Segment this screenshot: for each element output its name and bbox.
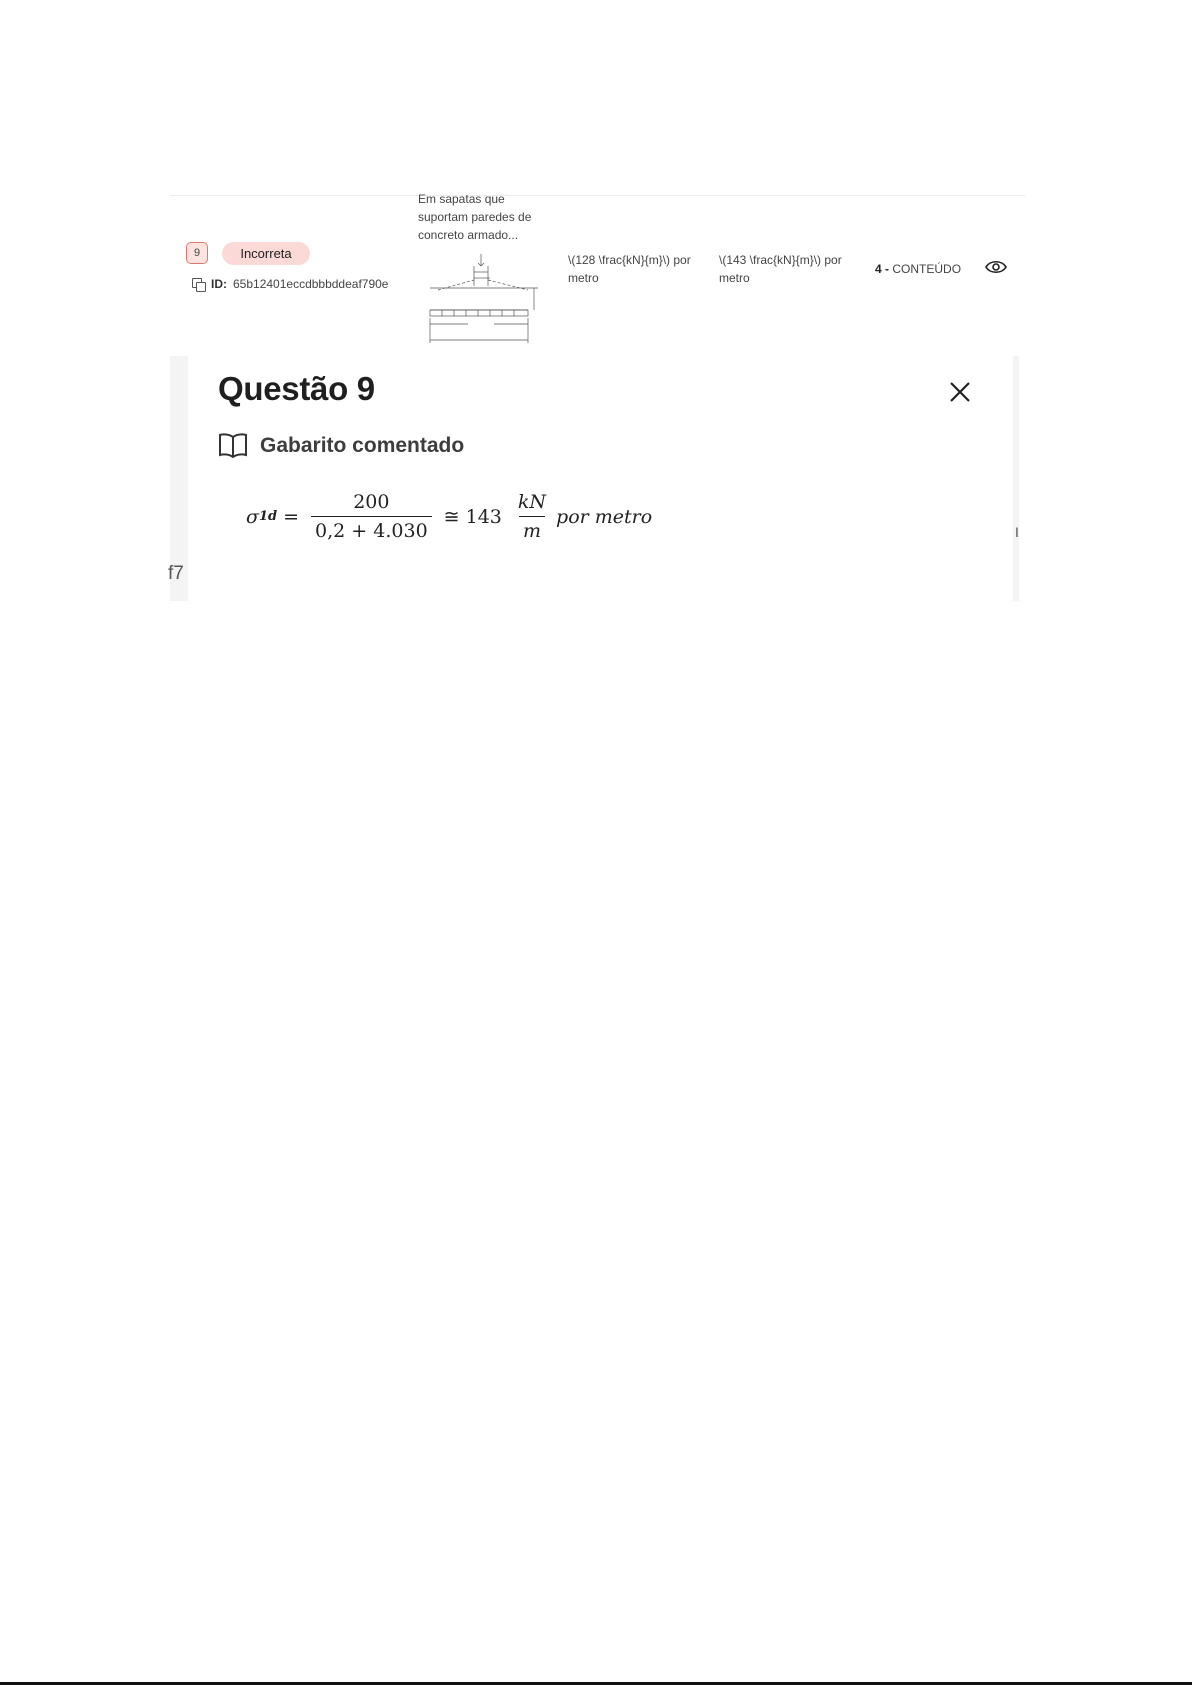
formula-lhs-subscript: 1d	[258, 509, 278, 524]
formula-unit	[514, 491, 550, 542]
id-label: ID:	[211, 277, 227, 291]
formula-approx: ≅ 143	[443, 505, 502, 528]
formula-fraction	[311, 491, 432, 542]
question-excerpt: Em sapatas que suportam paredes de concreto armado...	[418, 192, 532, 242]
background-text-fragment: f7	[168, 563, 184, 584]
question-number-badge[interactable]: 9	[186, 242, 208, 264]
formula-unit-denominator: m	[519, 516, 545, 542]
formula-equals: =	[283, 505, 300, 528]
answer-formula	[246, 491, 652, 542]
modal-title: Questão 9	[218, 370, 375, 407]
close-icon[interactable]	[948, 380, 972, 404]
formula-unit-numerator: kN	[517, 491, 547, 513]
background-text-fragment-right: I	[1015, 524, 1019, 540]
question-id	[192, 277, 388, 291]
formula-suffix: por metro	[556, 505, 653, 528]
status-badge: Incorreta	[222, 242, 310, 265]
answer-modal	[188, 356, 1013, 601]
footing-diagram-image	[428, 252, 543, 344]
content-number: 4 -	[875, 262, 890, 276]
content-label: CONTEÚDO	[892, 262, 962, 276]
content-link[interactable]	[875, 262, 961, 276]
question-row	[0, 0, 1192, 350]
copy-icon[interactable]	[192, 278, 205, 291]
formula-lhs: σ	[246, 505, 259, 528]
marked-answer: \(128 \frac{kN}{m}\) por metro	[568, 253, 691, 285]
formula-denominator: 0,2 + 4.030	[311, 516, 432, 542]
correct-answer: \(143 \frac{kN}{m}\) por metro	[719, 253, 842, 285]
formula-numerator: 200	[353, 491, 390, 513]
book-open-icon	[218, 433, 248, 459]
id-value: 65b12401eccdbbbddeaf790e	[233, 277, 389, 291]
section-header	[218, 433, 464, 459]
section-title: Gabarito comentado	[260, 434, 465, 457]
eye-icon[interactable]	[985, 259, 1007, 275]
